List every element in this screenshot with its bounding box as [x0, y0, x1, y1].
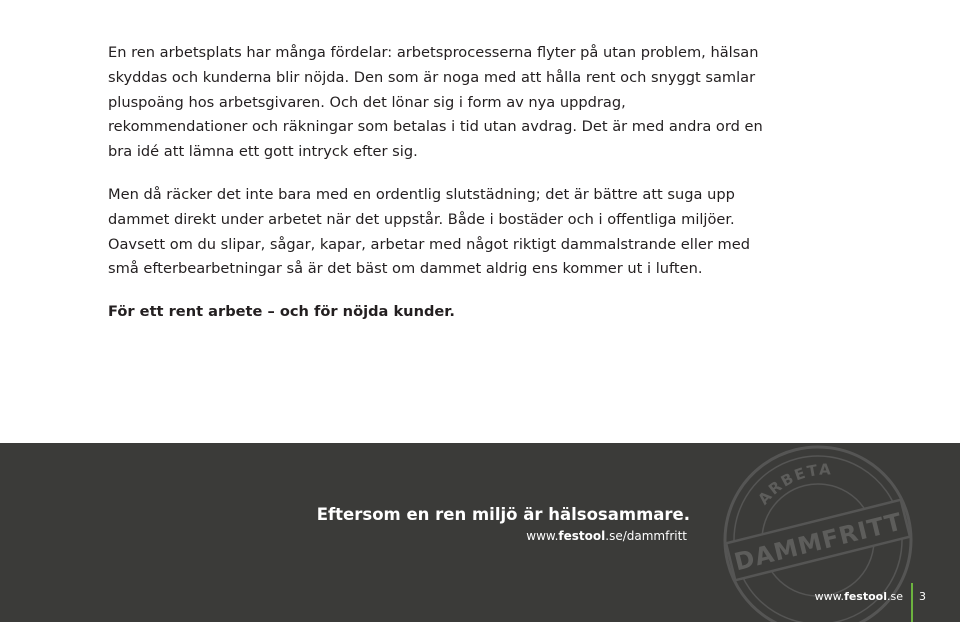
slogan: För ett rent arbete – och för nöjda kunder.: [108, 303, 455, 321]
footer-website-prefix: www.: [814, 590, 845, 603]
footer-website-brand: festool: [844, 590, 887, 603]
paragraph-2: Men då räcker det inte bara med en ordentlig slutstädning; det är bättre att suga upp dammet direkt under arbetet när det uppstår. Både i bostäder och i offentliga miljöer. Oavsett om du slipar, sågar, kapar, arbetar med något riktigt dammalstrande eller med små efterbearbetningar så är det bäst om dammet aldrig ens kommer ut i luften.: [108, 185, 750, 278]
page-number: 3: [919, 590, 926, 603]
stamp-top-text: ARBETA: [754, 460, 833, 509]
stamp-main-text: DAMMFRITT: [731, 507, 906, 577]
page-number-divider: [911, 583, 913, 622]
campaign-link-brand: festool: [558, 529, 606, 543]
footer-band: [0, 443, 960, 622]
body-text: [108, 41, 768, 343]
footer-website-link[interactable]: [815, 590, 903, 603]
footer-website-suffix: .se: [887, 590, 903, 603]
footer-tagline: Eftersom en ren miljö är hälsosammare.: [316, 505, 690, 524]
paragraph-1: En ren arbetsplats har många fördelar: arbetsprocesserna flyter på utan problem, hälsan skyddas och kunderna blir nöjda. Den som är noga med att hålla rent och snyggt samlar pluspoäng hos arbetsgivaren. Och det lönar sig i form av nya uppdrag, rekommendationer och räkningar som betalas i tid utan avdrag. Det är med andra ord en bra idé att lämna ett gott intryck efter sig.: [108, 44, 763, 161]
campaign-link[interactable]: [526, 529, 687, 543]
campaign-link-suffix: .se/dammfritt: [605, 529, 687, 543]
campaign-link-prefix: www.: [526, 529, 559, 543]
